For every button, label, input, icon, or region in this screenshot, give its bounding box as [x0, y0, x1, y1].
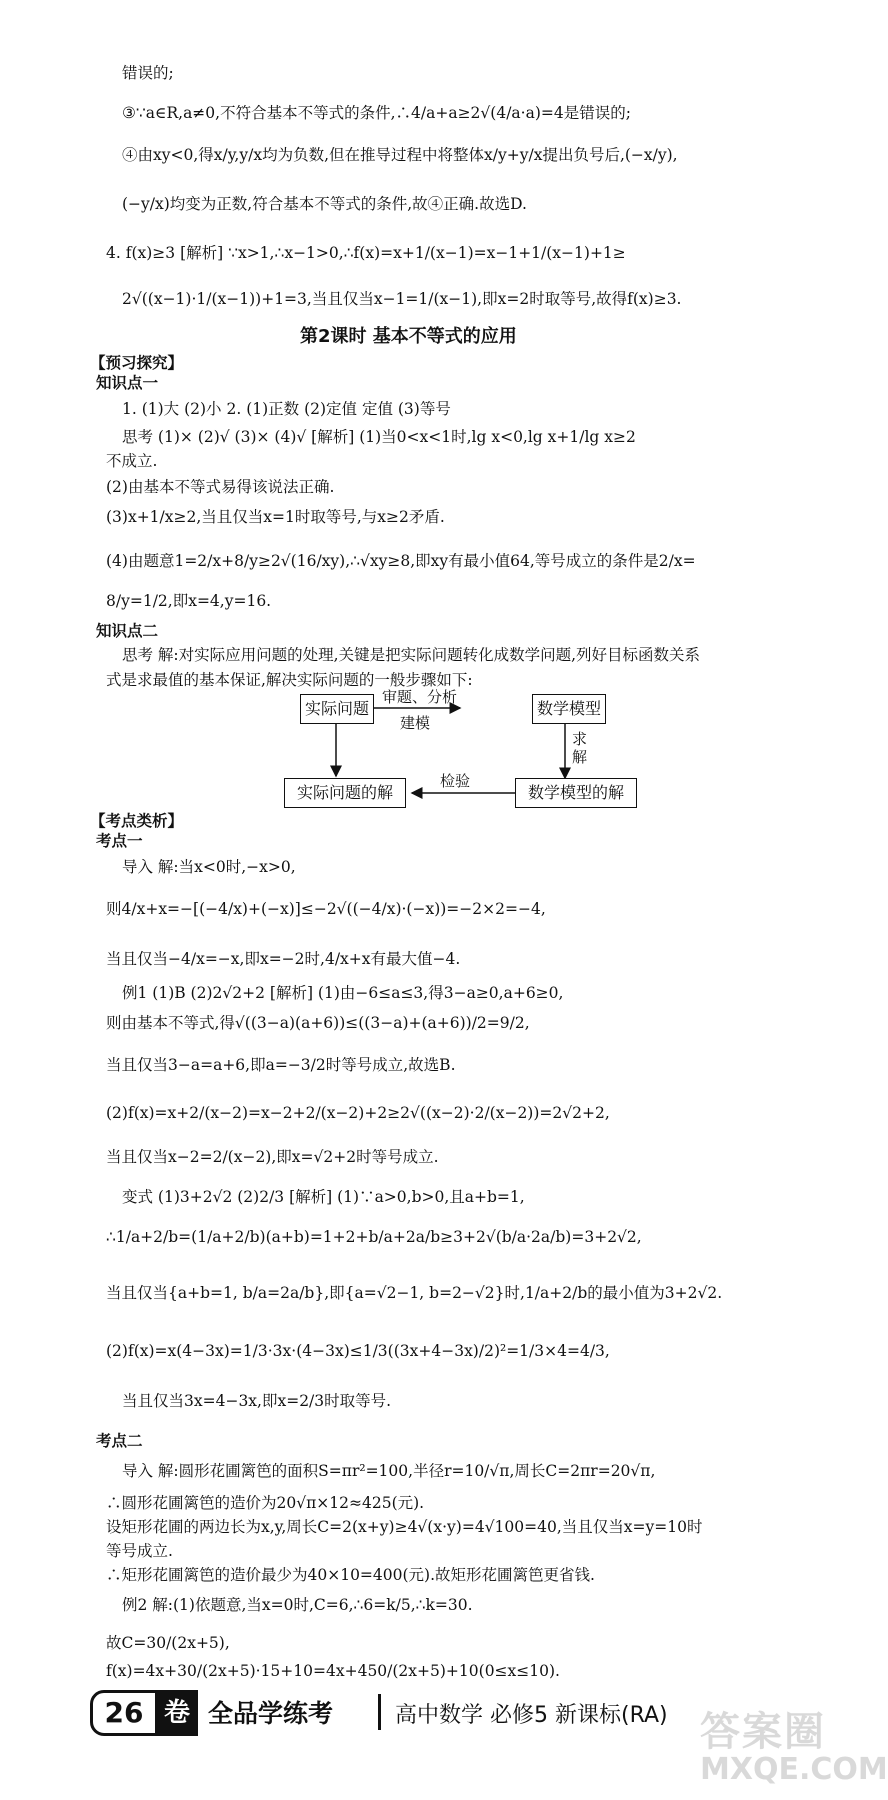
page-number: 26	[90, 1690, 158, 1736]
section-heading: 【预习探究】	[90, 354, 184, 372]
subsection-heading: 考点二	[96, 1432, 143, 1450]
text-line: ∴圆形花圃篱笆的造价为20√π×12≈425(元).	[106, 1494, 425, 1512]
flowchart-box-real-problem: 实际问题	[300, 694, 374, 724]
flowchart-box-math-model: 数学模型	[532, 694, 606, 724]
text-line: 思考 (1)× (2)√ (3)× (4)√ [解析] (1)当0<x<1时,lg x<0,lg x+1/lg x≥2	[122, 428, 636, 446]
solving-steps-flowchart	[296, 688, 660, 830]
lesson-title: 第2课时 基本不等式的应用	[300, 326, 517, 347]
text-line: 式是求最值的基本保证,解决实际问题的一般步骤如下:	[106, 671, 473, 689]
text-line: (3)x+1/x≥2,当且仅当x=1时取等号,与x≥2矛盾.	[106, 508, 445, 526]
text-line: f(x)=4x+30/(2x+5)·15+10=4x+450/(2x+5)+10(0≤x≤10).	[106, 1662, 560, 1680]
text-line: 当且仅当3x=4−3x,即x=2/3时取等号.	[122, 1392, 392, 1410]
course-label: 高中数学 必修5 新课标(RA)	[395, 1703, 668, 1728]
text-line: ∴矩形花圃篱笆的造价最少为40×10=400(元).故矩形花圃篱笆更省钱.	[106, 1566, 595, 1584]
site-watermark	[700, 1700, 888, 1795]
text-line: 8/y=1/2,即x=4,y=16.	[106, 592, 272, 610]
volume-badge: 卷	[156, 1690, 198, 1736]
text-line: (2)由基本不等式易得该说法正确.	[106, 478, 335, 496]
arrow-label: 检验	[440, 772, 471, 790]
text-line: 2√((x−1)·1/(x−1))+1=3,当且仅当x−1=1/(x−1),即x=2时取等号,故得f(x)≥3.	[122, 290, 682, 308]
text-line: ④由xy<0,得x/y,y/x均为负数,但在推导过程中将整体x/y+y/x提出负号后,(−x/y),	[122, 146, 678, 164]
watermark-url: MXQE.COM	[700, 1752, 888, 1787]
text-line: 当且仅当3−a=a+6,即a=−3/2时等号成立,故选B.	[106, 1056, 456, 1074]
text-line: 则由基本不等式,得√((3−a)(a+6))≤((3−a)+(a+6))/2=9/2,	[106, 1014, 530, 1032]
brand-name: 全品学练考	[208, 1699, 334, 1728]
text-line: 例1 (1)B (2)2√2+2 [解析] (1)由−6≤a≤3,得3−a≥0,a+6≥0,	[122, 984, 564, 1002]
subsection-heading: 知识点一	[96, 374, 159, 392]
text-line: 导入 解:当x<0时,−x>0,	[122, 858, 296, 876]
footer-divider	[378, 1694, 381, 1730]
text-line: ③∵a∈R,a≠0,不符合基本不等式的条件,∴4/a+a≥2√(4/a·a)=4是错误的;	[122, 104, 631, 122]
section-heading: 【考点类析】	[90, 812, 184, 830]
text-line: (4)由题意1=2/x+8/y≥2√(16/xy),∴√xy≥8,即xy有最小值64,等号成立的条件是2/x=	[106, 552, 696, 570]
text-line: 4. f(x)≥3 [解析] ∵x>1,∴x−1>0,∴f(x)=x+1/(x−1)=x−1+1/(x−1)+1≥	[106, 244, 626, 262]
arrow-label: 建模	[400, 714, 431, 732]
text-line: 当且仅当x−2=2/(x−2),即x=√2+2时等号成立.	[106, 1148, 439, 1166]
flowchart-box-model-solution: 数学模型的解	[515, 778, 637, 808]
subsection-heading: 考点一	[96, 832, 143, 850]
text-line: 错误的;	[122, 64, 174, 82]
text-line: (2)f(x)=x(4−3x)=1/3·3x·(4−3x)≤1/3((3x+4−3x)/2)²=1/3×4=4/3,	[106, 1342, 610, 1360]
text-line: 故C=30/(2x+5),	[106, 1634, 230, 1652]
text-line: 例2 解:(1)依题意,当x=0时,C=6,∴6=k/5,∴k=30.	[122, 1596, 473, 1614]
text-line: 则4/x+x=−[(−4/x)+(−x)]≤−2√((−4/x)·(−x))=−2×2=−4,	[106, 900, 546, 918]
subsection-heading: 知识点二	[96, 622, 159, 640]
text-line: 思考 解:对实际应用问题的处理,关键是把实际问题转化成数学问题,列好目标函数关系	[122, 646, 701, 664]
text-line: ∴1/a+2/b=(1/a+2/b)(a+b)=1+2+b/a+2a/b≥3+2√(b/a·2a/b)=3+2√2,	[106, 1228, 642, 1246]
text-line: 当且仅当{a+b=1, b/a=2a/b},即{a=√2−1, b=2−√2}时,1/a+2/b的最小值为3+2√2.	[106, 1284, 723, 1302]
text-line: (−y/x)均变为正数,符合基本不等式的条件,故④正确.故选D.	[122, 195, 527, 213]
arrow-label: 求解	[572, 730, 588, 766]
text-line: 1. (1)大 (2)小 2. (1)正数 (2)定值 定值 (3)等号	[122, 400, 451, 418]
watermark-text: 答案圈	[700, 1709, 826, 1755]
flowchart-box-real-solution: 实际问题的解	[284, 778, 406, 808]
arrow-label: 审题、分析	[382, 688, 458, 706]
text-line: 设矩形花圃的两边长为x,y,周长C=2(x+y)≥4√(x·y)=4√100=40,当且仅当x=y=10时	[106, 1518, 703, 1536]
text-line: 当且仅当−4/x=−x,即x=−2时,4/x+x有最大值−4.	[106, 950, 461, 968]
text-line: 等号成立.	[106, 1542, 173, 1560]
text-line: 导入 解:圆形花圃篱笆的面积S=πr²=100,半径r=10/√π,周长C=2πr=20√π,	[122, 1462, 656, 1480]
text-line: (2)f(x)=x+2/(x−2)=x−2+2/(x−2)+2≥2√((x−2)·2/(x−2))=2√2+2,	[106, 1104, 610, 1122]
text-line: 不成立.	[106, 452, 158, 470]
text-line: 变式 (1)3+2√2 (2)2/3 [解析] (1)∵a>0,b>0,且a+b=1,	[122, 1188, 525, 1206]
